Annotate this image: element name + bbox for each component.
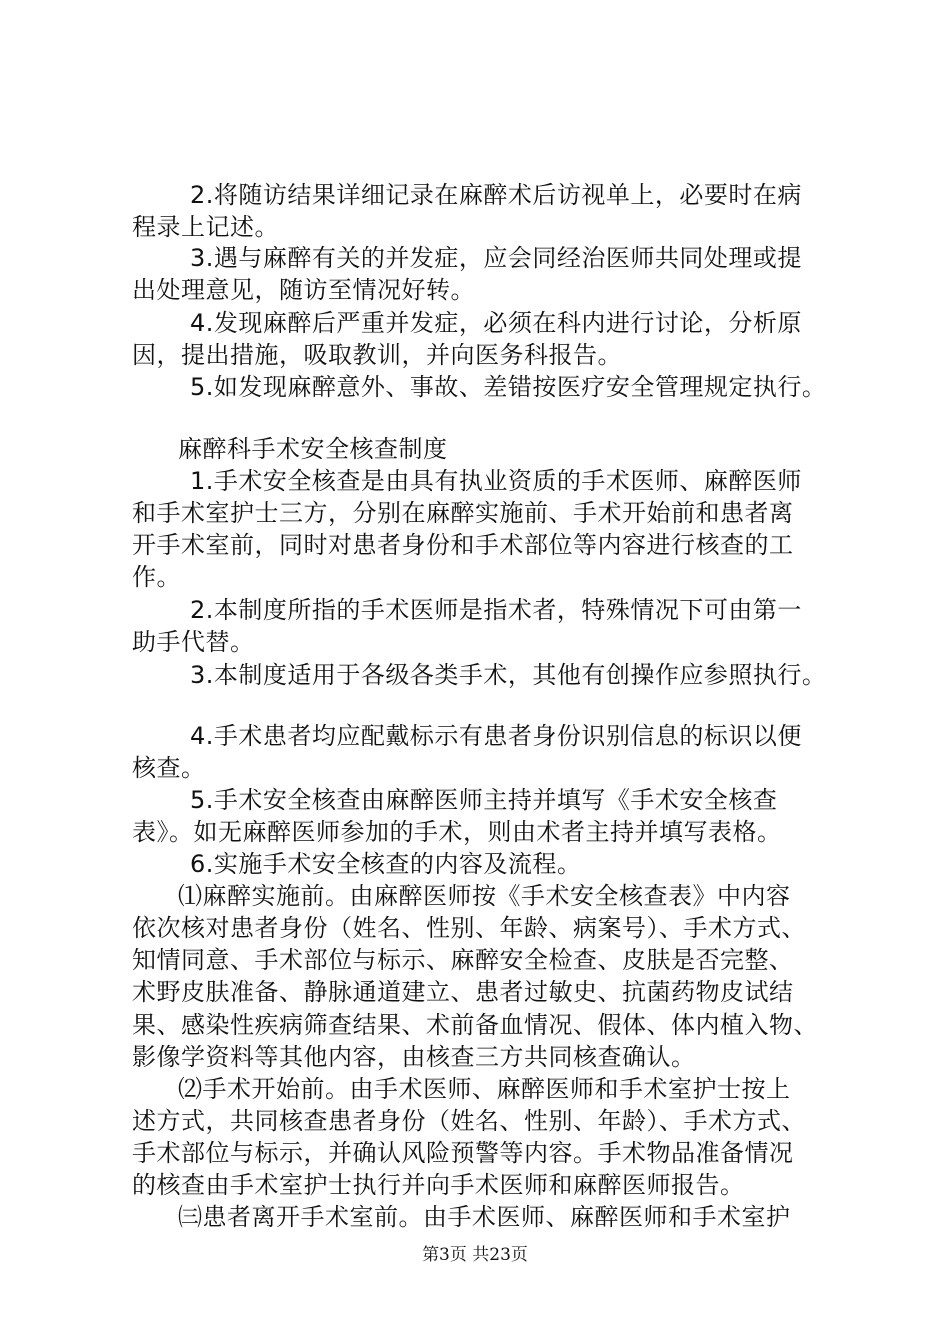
paragraph-line: 出处理意见，随访至情况好转。 bbox=[132, 276, 475, 304]
paragraph-line: 6.实施手术安全核查的内容及流程。 bbox=[190, 850, 582, 878]
paragraph-line: 开手术室前，同时对患者身份和手术部位等内容进行核查的工 bbox=[132, 531, 794, 559]
paragraph-line: 和手术室护士三方，分别在麻醉实施前、手术开始前和患者离 bbox=[132, 499, 794, 527]
paragraph-line: 2.将随访结果详细记录在麻醉术后访视单上，必要时在病 bbox=[190, 181, 802, 209]
paragraph-line: 表》。如无麻醉医师参加的手术，则由术者主持并填写表格。 bbox=[132, 818, 782, 846]
paragraph-line: 述方式，共同核查患者身份（姓名、性别、年龄）、手术方式、 bbox=[132, 1107, 806, 1135]
paragraph-line: 知情同意、手术部位与标示、麻醉安全检查、皮肤是否完整、 bbox=[132, 946, 794, 974]
paragraph-line: 作。 bbox=[132, 563, 181, 591]
paragraph-line: 助手代替。 bbox=[132, 628, 255, 656]
paragraph-line: 5.手术安全核查由麻醉医师主持并填写《手术安全核查 bbox=[190, 786, 778, 814]
paragraph-line: 术野皮肤准备、静脉通道建立、患者过敏史、抗菌药物皮试结 bbox=[132, 978, 794, 1006]
paragraph-line: ⑴麻醉实施前。由麻醉医师按《手术安全核查表》中内容 bbox=[178, 882, 791, 910]
paragraph-line: ㈢患者离开手术室前。由手术医师、麻醉医师和手术室护 bbox=[178, 1203, 791, 1231]
paragraph-line: 影像学资料等其他内容，由核查三方共同核查确认。 bbox=[132, 1043, 696, 1071]
paragraph-line: 5.如发现麻醉意外、事故、差错按医疗安全管理规定执行。 bbox=[190, 373, 827, 401]
paragraph-line: 3.本制度适用于各级各类手术，其他有创操作应参照执行。 bbox=[190, 661, 827, 689]
page-number-footer: 第3页 共23页 bbox=[422, 1245, 528, 1265]
section-heading: 麻醉科手术安全核查制度 bbox=[178, 435, 448, 463]
paragraph-line: 4.发现麻醉后严重并发症，必须在科内进行讨论，分析原 bbox=[190, 309, 802, 337]
paragraph-line: 3.遇与麻醉有关的并发症，应会同经治医师共同处理或提 bbox=[190, 244, 802, 272]
paragraph-line: 的核查由手术室护士执行并向手术医师和麻醉医师报告。 bbox=[132, 1171, 745, 1199]
paragraph-line: 4.手术患者均应配戴标示有患者身份识别信息的标识以便 bbox=[190, 722, 802, 750]
paragraph-line: 手术部位与标示，并确认风险预警等内容。手术物品准备情况 bbox=[132, 1139, 794, 1167]
paragraph-line: 核查。 bbox=[132, 754, 206, 782]
paragraph-line: 1.手术安全核查是由具有执业资质的手术医师、麻醉医师 bbox=[190, 467, 802, 495]
paragraph-line: 果、感染性疾病筛查结果、术前备血情况、假体、体内植入物、 bbox=[132, 1011, 818, 1039]
paragraph-line: 程录上记述。 bbox=[132, 213, 279, 241]
paragraph-line: ⑵手术开始前。由手术医师、麻醉医师和手术室护士按上 bbox=[178, 1075, 791, 1103]
paragraph-line: 因，提出措施，吸取教训，并向医务科报告。 bbox=[132, 341, 622, 369]
paragraph-line: 依次核对患者身份（姓名、性别、年龄、病案号）、手术方式、 bbox=[132, 914, 806, 942]
paragraph-line: 2.本制度所指的手术医师是指术者，特殊情况下可由第一 bbox=[190, 596, 802, 624]
